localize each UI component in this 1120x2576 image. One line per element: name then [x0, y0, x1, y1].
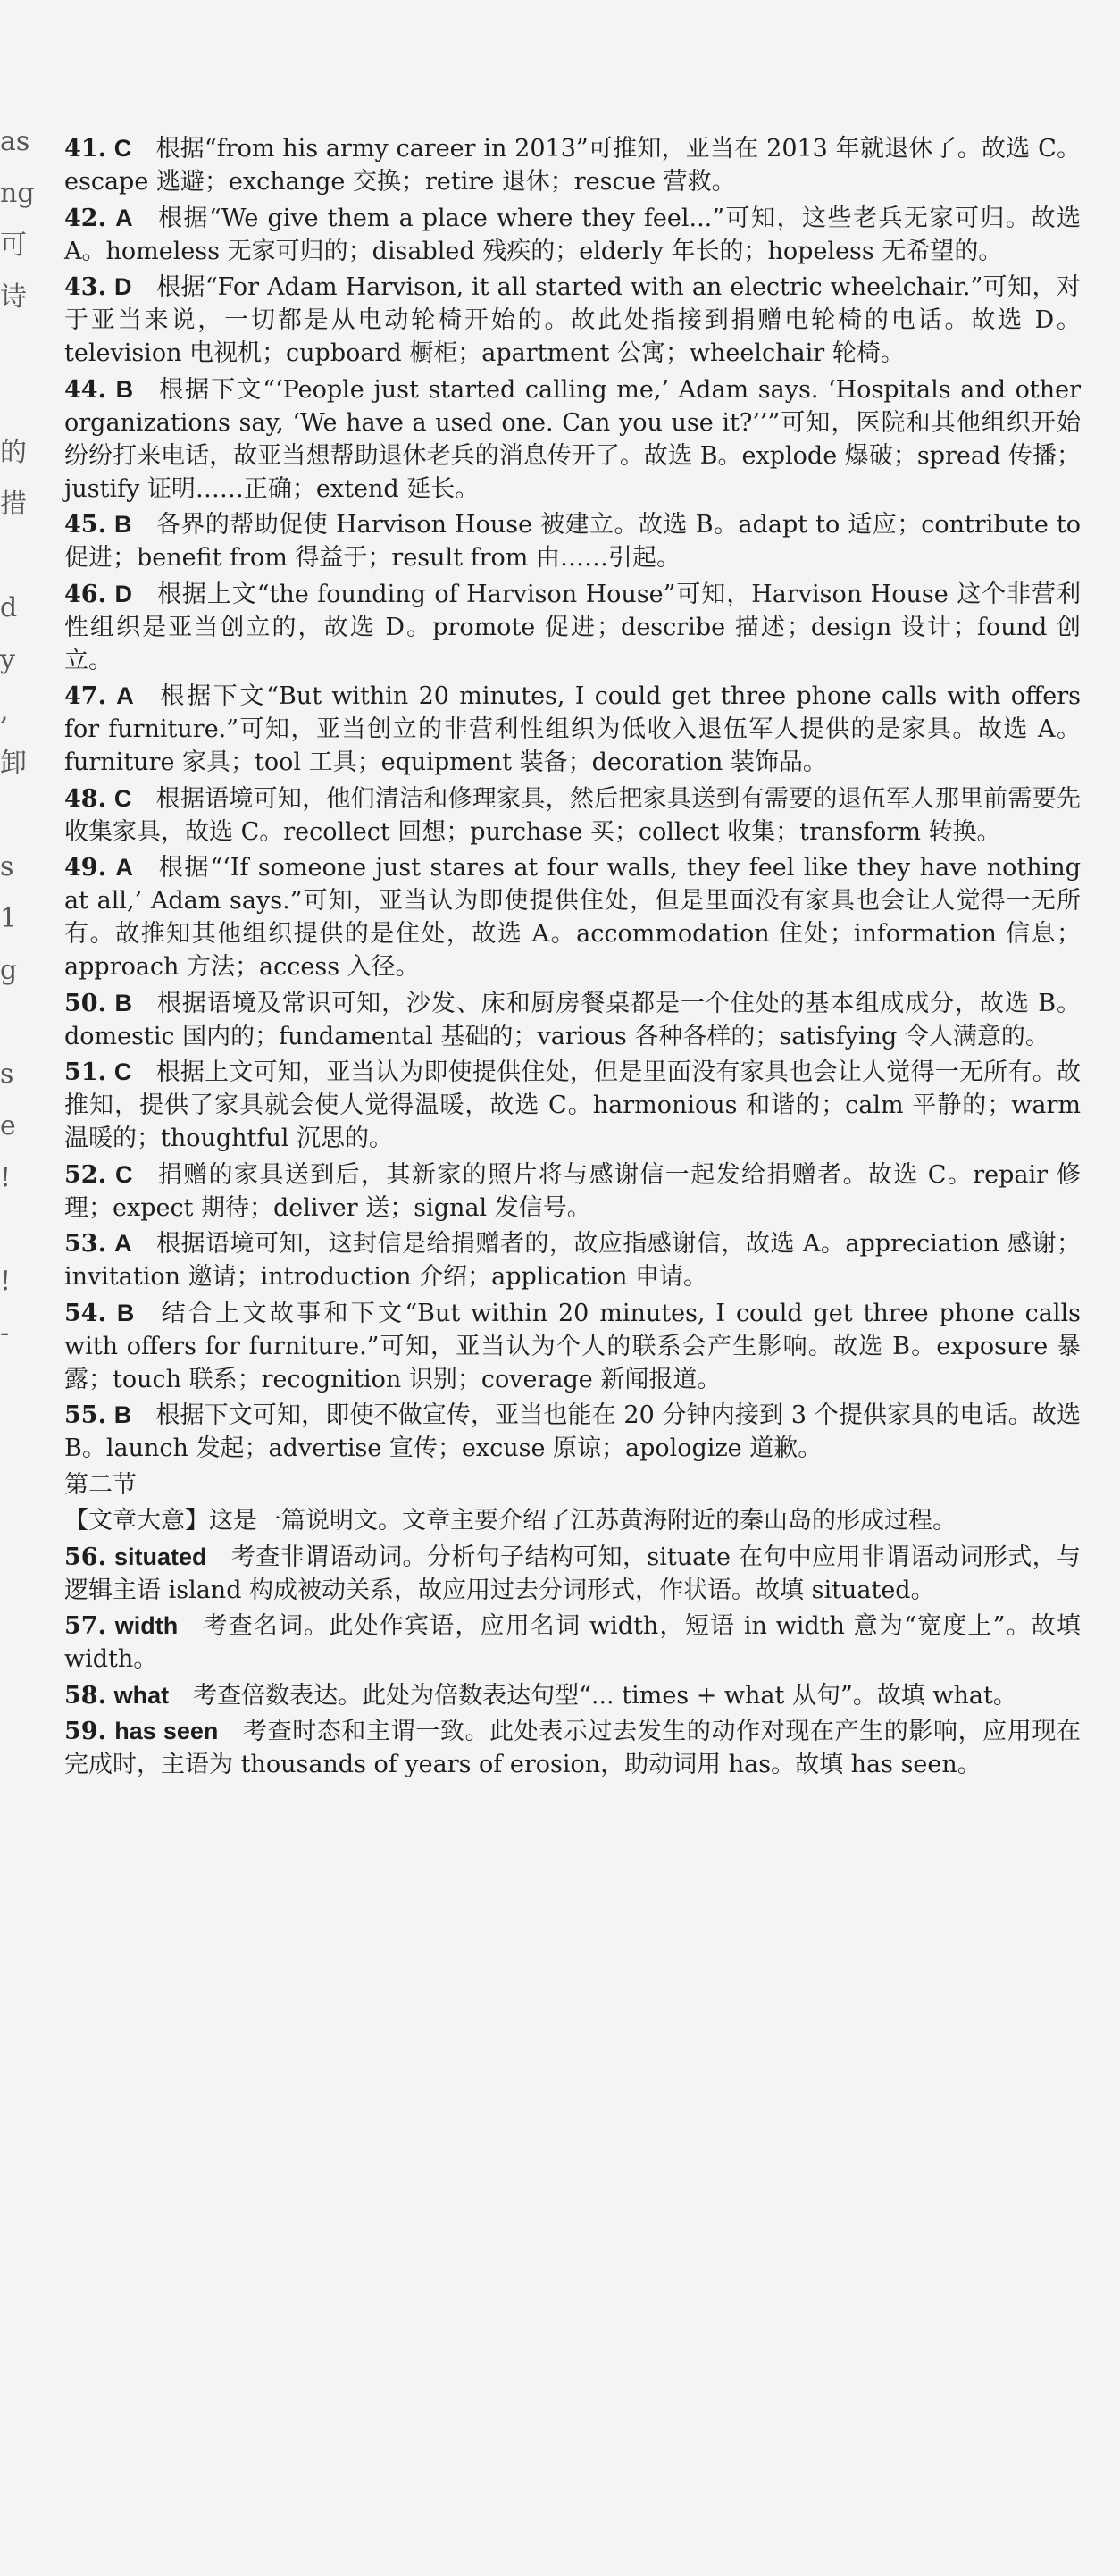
- margin-fragment: [0, 790, 23, 841]
- answer: B: [114, 989, 132, 1016]
- question-number: 42.: [64, 204, 106, 232]
- margin-fragment: s: [0, 1058, 14, 1090]
- explanation: 考查非谓语动词。分析句子结构可知，situate 在句中应用非谓语动词形式，与逻辑主语 island 构成被动关系，故应用过去分词形式，作状语。故填 situated。: [64, 1543, 1081, 1604]
- question-number: 41.: [64, 135, 106, 163]
- summary-text: 这是一篇说明文。文章主要介绍了江苏黄海附近的秦山岛的形成过程。: [209, 1507, 957, 1535]
- margin-fragment: 卸: [0, 748, 27, 779]
- answer: B: [115, 375, 134, 403]
- answer: what: [113, 1681, 170, 1709]
- answer-entry: [64, 1399, 1081, 1465]
- answer: has seen: [114, 1718, 219, 1744]
- explanation: 结合上文故事和下文“But within 20 minutes, I could get three phone calls with offers for furniture.”可知，亚当认为个人的联系会产生影响。故选 B。exposure 暴露；touch 联系；recognition 识别；coverage 新闻报道。: [64, 1299, 1081, 1393]
- answer: A: [115, 204, 133, 231]
- explanation: 根据下文“‘People just started calling me,’ Adam says. ‘Hospitals and other organizations say, ‘We have a used one. Can you use it?’’”可知，医院和其他组织开始纷纷打来电话，故亚当想帮助退休老兵的消息传开了。故选 B。explode 爆破；spread 传播；justify 证明……正确；extend 延长。: [64, 375, 1081, 503]
- margin-fragment: 的: [0, 437, 27, 468]
- answer-entry: [64, 508, 1081, 574]
- answer: A: [114, 1230, 132, 1257]
- answer: B: [116, 1299, 135, 1326]
- answer-entry: [64, 271, 1081, 370]
- summary-tag: 【文章大意】: [64, 1507, 209, 1535]
- question-number: 59.: [64, 1718, 106, 1745]
- answer-entry: [64, 373, 1081, 506]
- left-margin-bleed-text: [0, 116, 35, 1359]
- margin-fragment: d: [0, 592, 18, 623]
- margin-fragment: g: [0, 955, 18, 986]
- answer-entry: [64, 851, 1081, 983]
- margin-fragment: 诗: [0, 281, 27, 313]
- question-number: 57.: [64, 1612, 106, 1640]
- margin-fragment: 措: [0, 489, 27, 520]
- explanation: 根据“‘If someone just stares at four walls, they feel like they have nothing at all,’ Adam says.”可知，亚当认为即使提供住处，但是里面没有家具也会让人觉得一无所有。故推知其他组织提供的是住处，故选 A。accommodation 住处；information 信息；approach 方法；access 入径。: [64, 854, 1081, 981]
- margin-fragment: 可: [0, 230, 27, 261]
- question-number: 49.: [64, 854, 106, 882]
- fill-answer-entry: [64, 1679, 1081, 1712]
- question-number: 53.: [64, 1230, 106, 1258]
- answer-entry: [64, 1297, 1081, 1396]
- question-number: 55.: [64, 1401, 106, 1429]
- margin-fragment: [0, 375, 23, 427]
- answer: situated: [113, 1543, 207, 1570]
- margin-fragment: [0, 531, 23, 582]
- question-number: 51.: [64, 1058, 106, 1086]
- margin-fragment: -: [0, 1317, 10, 1349]
- margin-fragment: s: [0, 851, 14, 882]
- cloze-answer-list: [64, 132, 1081, 1465]
- explanation: 根据上文可知，亚当认为即使提供住处，但是里面没有家具也会让人觉得一无所有。故推知，提供了家具就会使人觉得温暖，故选 C。harmonious 和谐的；calm 平静的；warm 温暖的；thoughtful 沉思的。: [64, 1058, 1081, 1152]
- explanation: 根据下文“But within 20 minutes, I could get three phone calls with offers for furniture.”可知，亚当创立的非营利性组织为低收入退伍军人提供的是家具。故选 A。furniture 家具；tool 工具；equipment 装备；decoration 装饰品。: [64, 682, 1081, 776]
- explanation: 考查时态和主谓一致。此处表示过去发生的动作对现在产生的影响，应用现在完成时，主语为 thousands of years of erosion，助动词用 has。故填 has seen。: [64, 1718, 1082, 1778]
- explanation: 考查倍数表达。此处为倍数表达句型“... times + what 从句”。故填 what。: [193, 1681, 1017, 1710]
- margin-fragment: e: [0, 1110, 16, 1142]
- answer: C: [113, 784, 132, 812]
- explanation: 捐赠的家具送到后，其新家的照片将与感谢信一起发给捐赠者。故选 C。repair 修理；expect 期待；deliver 送；signal 发信号。: [64, 1160, 1081, 1222]
- explanation: 各界的帮助促使 Harvison House 被建立。故选 B。adapt to 适应；contribute to 促进；benefit from 得益于；result from 由……引起。: [64, 511, 1081, 572]
- answer: A: [115, 854, 133, 881]
- question-number: 44.: [64, 375, 106, 404]
- explanation: 根据“For Adam Harvison, it all started with an electric wheelchair.”可知，对于亚当来说，一切都是从电动轮椅开始的。故此处指接到捐赠电轮椅的电话。故选 D。television 电视机；cupboard 橱柜；apartment 公寓；wheelchair 轮椅。: [64, 273, 1081, 367]
- answer-entry: [64, 1158, 1081, 1225]
- section-heading: 第二节: [64, 1470, 137, 1499]
- answer: D: [114, 273, 132, 300]
- question-number: 52.: [64, 1160, 106, 1189]
- margin-fragment: [0, 1204, 23, 1256]
- answer-entry: [64, 782, 1081, 849]
- explanation: 考查名词。此处作宾语，应用名词 width，短语 in width 意为“宽度上”。故填 width。: [64, 1612, 1081, 1673]
- question-number: 56.: [64, 1543, 106, 1571]
- answer-entry: [64, 1056, 1081, 1155]
- question-number: 45.: [64, 511, 106, 539]
- explanation: 根据语境可知，这封信是给捐赠者的，故应指感谢信，故选 A。appreciation 感谢；invitation 邀请；introduction 介绍；application 申请。: [64, 1230, 1081, 1291]
- explanation: 根据上文“the founding of Harvison House”可知，Harvison House 这个非营利性组织是亚当创立的，故选 D。promote 促进；describe 描述；design 设计；found 创立。: [64, 580, 1081, 674]
- question-number: 47.: [64, 682, 106, 710]
- answer: B: [113, 1401, 132, 1428]
- answer: A: [116, 682, 134, 709]
- question-number: 58.: [64, 1681, 106, 1710]
- answer-explanations: [64, 132, 1081, 1785]
- fill-answer-entry: [64, 1541, 1081, 1607]
- answer: C: [113, 1058, 132, 1085]
- answer: C: [113, 135, 132, 162]
- article-summary: [64, 1504, 1081, 1537]
- explanation: 根据“from his army career in 2013”可推知，亚当在 2013 年就退休了。故选 C。escape 逃避；exchange 交换；retire 退休；rescue 营救。: [64, 135, 1081, 196]
- margin-fragment: !: [0, 1266, 12, 1297]
- margin-fragment: [0, 323, 23, 375]
- answer: D: [114, 580, 133, 607]
- margin-fragment: [0, 997, 23, 1049]
- question-number: 54.: [64, 1299, 106, 1327]
- margin-fragment: 1: [0, 903, 18, 934]
- question-number: 43.: [64, 273, 106, 301]
- answer-entry: [64, 1227, 1081, 1293]
- margin-fragment: ng: [0, 178, 35, 209]
- answer-entry: [64, 202, 1081, 268]
- explanation: 根据语境及常识可知，沙发、床和厨房餐桌都是一个住处的基本组成成分，故选 B。domestic 国内的；fundamental 基础的；various 各种各样的；satisfying 令人满意的。: [64, 989, 1081, 1050]
- answer-entry: [64, 680, 1081, 779]
- question-number: 46.: [64, 580, 106, 608]
- answer-entry: [64, 987, 1081, 1053]
- margin-fragment: as: [0, 126, 30, 157]
- margin-fragment: ,: [0, 696, 9, 727]
- explanation: 根据语境可知，他们清洁和修理家具，然后把家具送到有需要的退伍军人那里前需要先收集家具，故选 C。recollect 回想；purchase 买；collect 收集；transform 转换。: [64, 784, 1081, 846]
- explanation: 根据“We give them a place where they feel...”可知，这些老兵无家可归。故选 A。homeless 无家可归的；disabled 残疾的；elderly 年长的；hopeless 无希望的。: [64, 204, 1081, 265]
- fill-in-answer-list: [64, 1541, 1081, 1782]
- answer: C: [114, 1160, 133, 1188]
- question-number: 50.: [64, 989, 106, 1017]
- answer: width: [114, 1612, 179, 1639]
- fill-answer-entry: [64, 1610, 1081, 1676]
- answer-entry: [64, 578, 1081, 677]
- answer: B: [114, 511, 132, 538]
- margin-fragment: !: [0, 1162, 12, 1193]
- margin-fragment: y: [0, 644, 15, 675]
- fill-answer-entry: [64, 1715, 1081, 1781]
- question-number: 48.: [64, 784, 106, 813]
- answer-entry: [64, 132, 1081, 198]
- explanation: 根据下文可知，即使不做宣传，亚当也能在 20 分钟内接到 3 个提供家具的电话。故选 B。launch 发起；advertise 宣传；excuse 原谅；apologize 道歉。: [64, 1401, 1081, 1462]
